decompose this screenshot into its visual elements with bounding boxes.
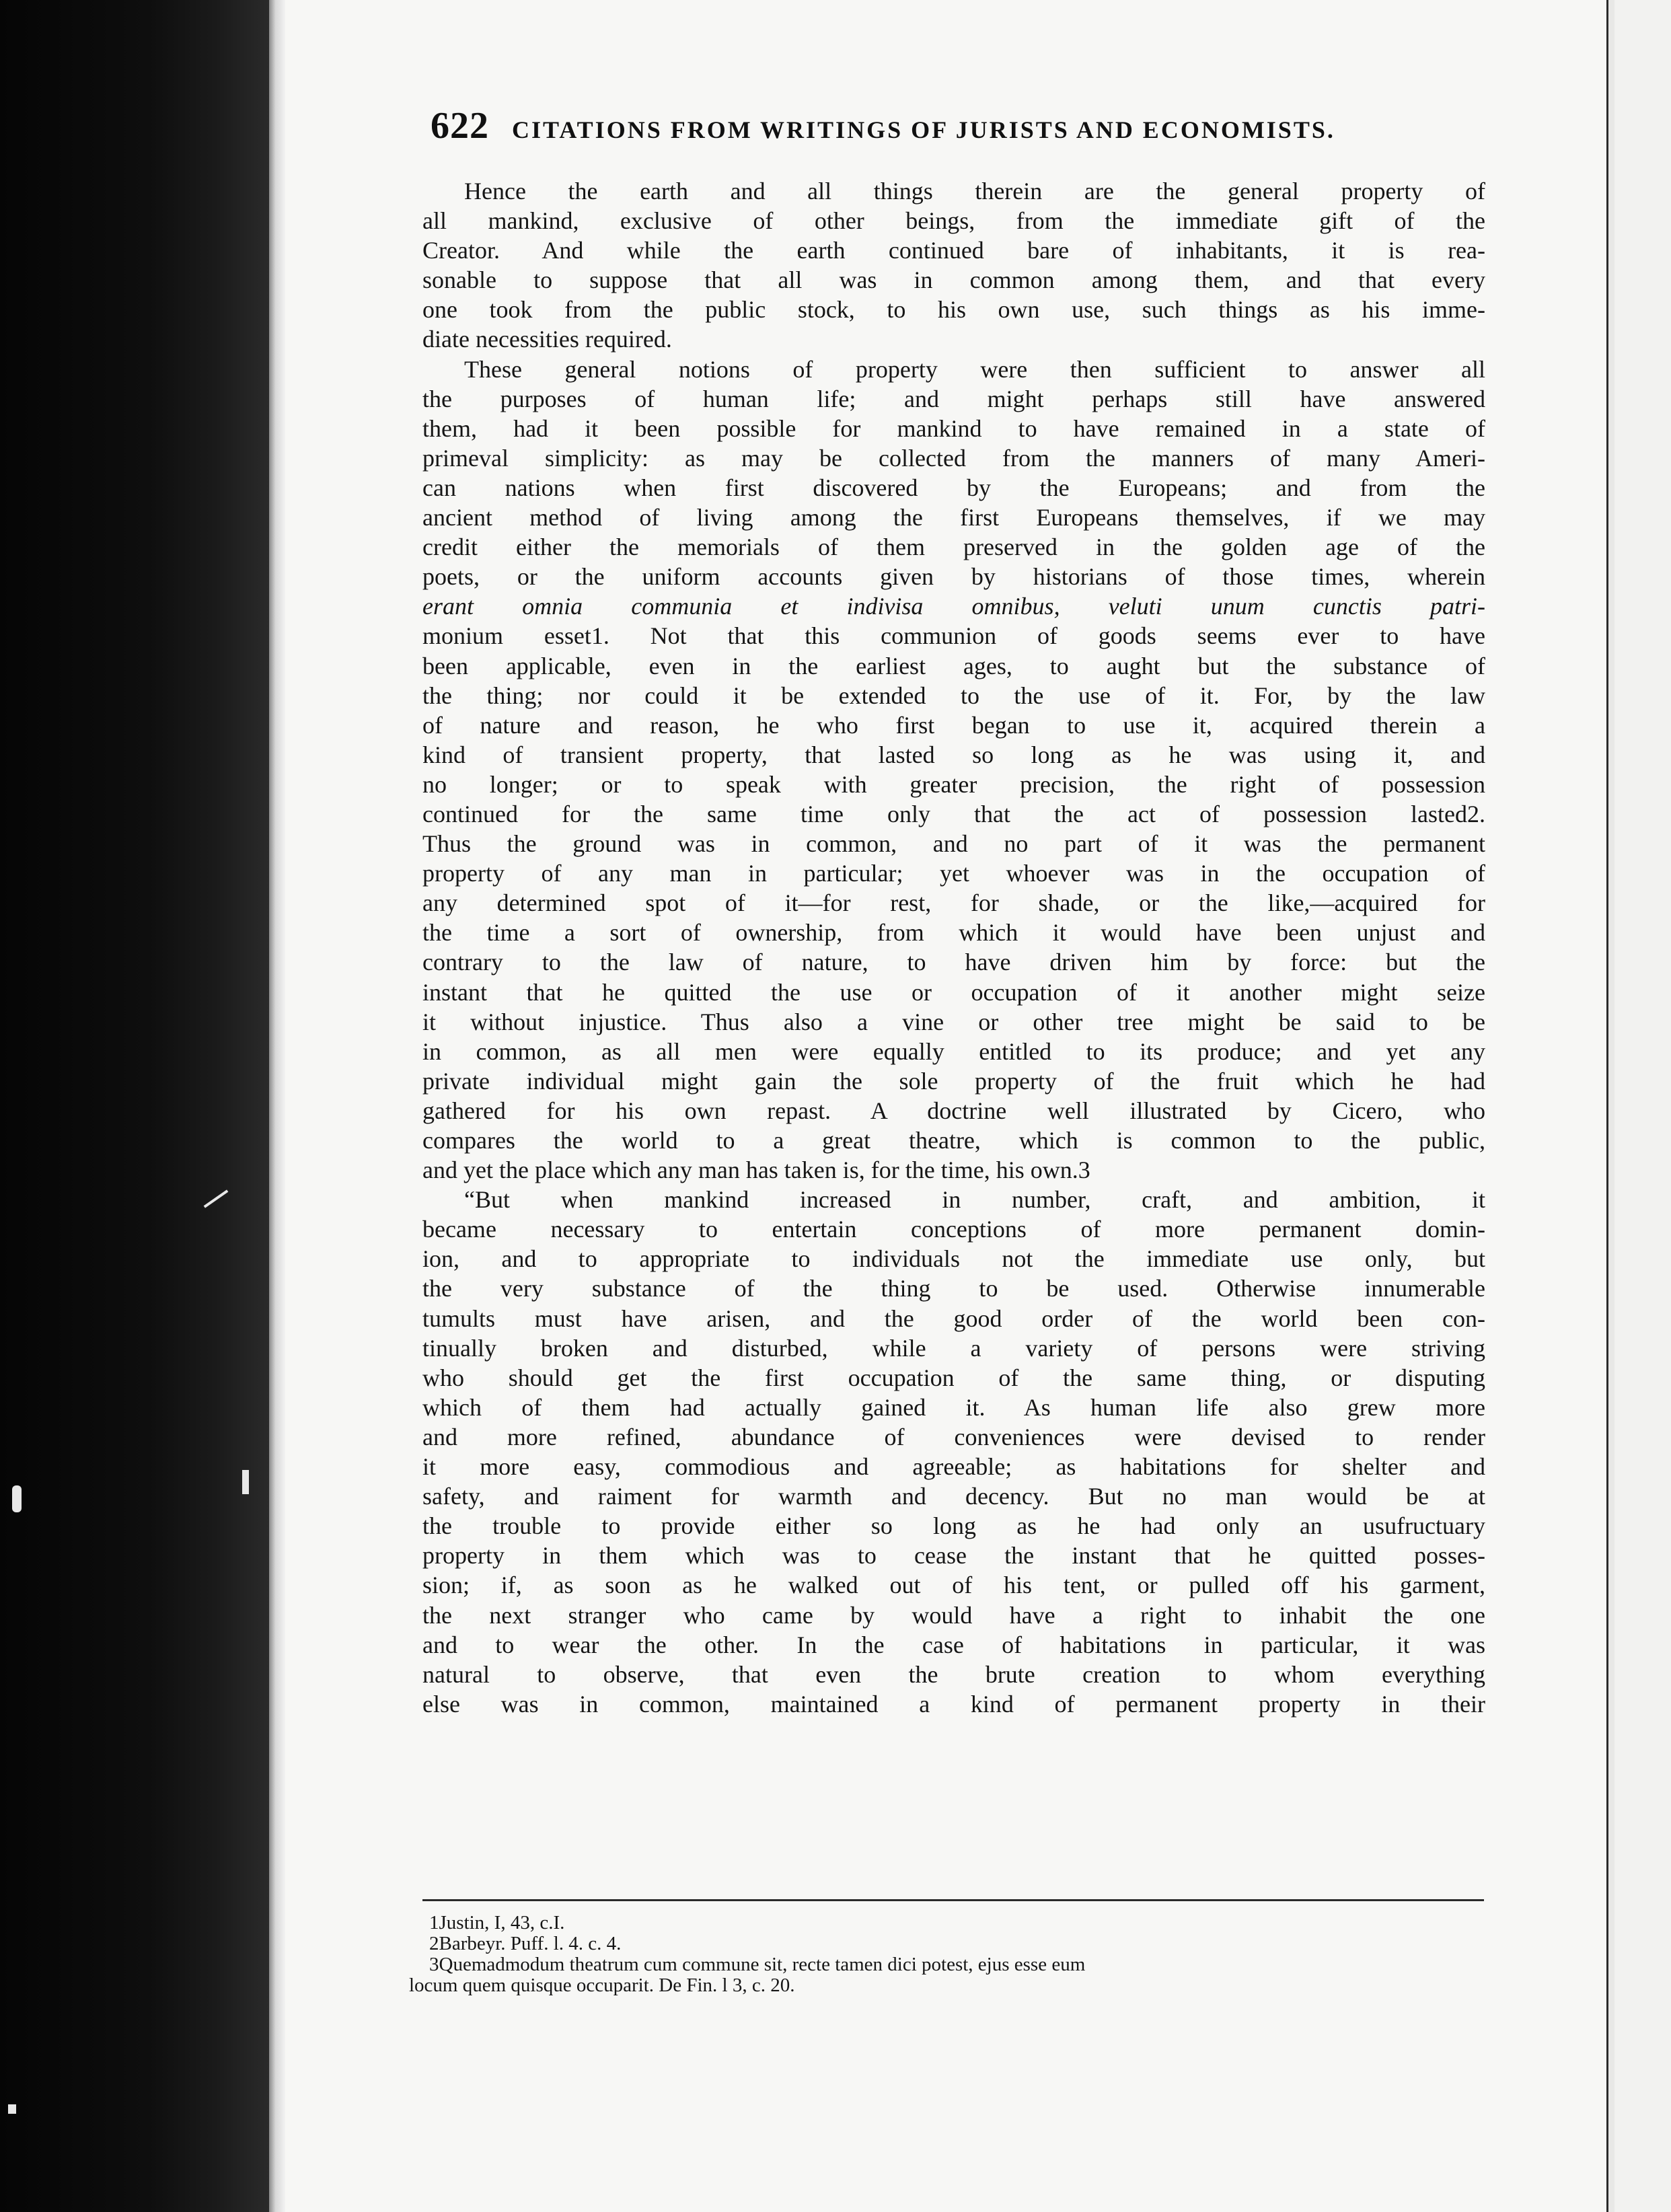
body-line: ion, and to appropriate to individuals not the immediate use only, but (422, 1245, 1485, 1273)
body-line: the purposes of human life; and might perhaps still have answered (422, 385, 1485, 412)
body-line: diate necessities required. (422, 326, 672, 353)
footnote: locum quem quisque occuparit. De Fin. l 3, c. 20. (409, 1975, 795, 1996)
body-line: tinually broken and disturbed, while a variety of persons were striving (422, 1334, 1485, 1362)
body-line: tumults must have arisen, and the good order of the world been con- (422, 1304, 1485, 1332)
body-line: instant that he quitted the use or occupation of it another might seize (422, 978, 1485, 1006)
body-line: the thing; nor could it be extended to the use of it. For, by the law (422, 681, 1485, 709)
body-line: became necessary to entertain conceptions of more permanent domin- (422, 1216, 1485, 1243)
footnote-rule (422, 1899, 1484, 1901)
next-page-margin (1614, 0, 1671, 2212)
body-line: the time a sort of ownership, from which it would have been unjust and (422, 919, 1485, 947)
page-binding-edge (269, 0, 285, 2212)
body-line: them, had it been possible for mankind to have remained in a state of (422, 414, 1485, 442)
body-line: and more refined, abundance of conveniences were devised to render (422, 1423, 1485, 1450)
body-line: who should get the first occupation of the same thing, or disputing (422, 1364, 1485, 1391)
scan-artifact (242, 1470, 249, 1494)
body-line: been applicable, even in the earliest ages, to aught but the substance of (422, 652, 1485, 679)
body-line: the trouble to provide either so long as he had only an usufructuary (422, 1512, 1485, 1540)
body-line: Creator. And while the earth continued bare of inhabitants, it is rea- (422, 237, 1485, 264)
body-line: sonable to suppose that all was in common among them, and that every (422, 266, 1485, 294)
body-line: gathered for his own repast. A doctrine well illustrated by Cicero, who (422, 1097, 1485, 1124)
body-line: else was in common, maintained a kind of permanent property in their (422, 1690, 1485, 1718)
body-line: monium esset1. Not that this communion of goods seems ever to have (422, 622, 1485, 650)
body-line: all mankind, exclusive of other beings, from the immediate gift of the (422, 207, 1485, 235)
body-line: erant omnia communia et indivisa omnibus, veluti unum cunctis patri- (422, 593, 1485, 620)
body-line: property of any man in particular; yet whoever was in the occupation of (422, 860, 1485, 887)
footnote: 1Justin, I, 43, c.I. (429, 1913, 565, 1933)
body-line: and to wear the other. In the case of habitations in particular, it was (422, 1631, 1485, 1658)
body-line: continued for the same time only that the act of possession lasted2. (422, 800, 1485, 827)
page-number: 622 (431, 105, 489, 147)
body-line: primeval simplicity: as may be collected from the manners of many Ameri- (422, 444, 1485, 472)
scan-dark-margin (0, 0, 269, 2212)
body-line: can nations when first discovered by the Europeans; and from the (422, 474, 1485, 501)
body-line: poets, or the uniform accounts given by historians of those times, wherein (422, 563, 1485, 591)
running-title: CITATIONS FROM WRITINGS OF JURISTS AND ECONOMISTS. (512, 116, 1335, 143)
footnote: 3Quemadmodum theatrum cum commune sit, recte tamen dici potest, ejus esse eum (429, 1954, 1086, 1975)
body-line: safety, and raiment for warmth and decency. But no man would be at (422, 1483, 1485, 1510)
body-line: the very substance of the thing to be used. Otherwise innumerable (422, 1275, 1485, 1302)
body-line: any determined spot of it—for rest, for shade, or the like,—acquired for (422, 889, 1485, 917)
body-line: compares the world to a great theatre, which is common to the public, (422, 1127, 1485, 1154)
body-line: sion; if, as soon as he walked out of his tent, or pulled off his garment, (422, 1572, 1485, 1599)
body-line: These general notions of property were then sufficient to answer all (464, 355, 1485, 383)
body-line: one took from the public stock, to his own use, such things as his imme- (422, 296, 1485, 324)
body-line: contrary to the law of nature, to have driven him by force: but the (422, 949, 1485, 976)
body-line: it more easy, commodious and agreeable; as habitations for shelter and (422, 1453, 1485, 1481)
body-line: the next stranger who came by would have a right to inhabit the one (422, 1601, 1485, 1629)
body-line: private individual might gain the sole property of the fruit which he had (422, 1067, 1485, 1095)
body-text (422, 176, 1485, 1719)
body-line: property in them which was to cease the instant that he quitted posses- (422, 1542, 1485, 1570)
body-line: Hence the earth and all things therein are the general property of (464, 178, 1485, 205)
scan-artifact (12, 1485, 22, 1512)
body-line: in common, as all men were equally entitled to its produce; and yet any (422, 1037, 1485, 1065)
body-line: which of them had actually gained it. As human life also grew more (422, 1393, 1485, 1421)
body-line: “But when mankind increased in number, craft, and ambition, it (464, 1186, 1485, 1214)
footnote: 2Barbeyr. Puff. l. 4. c. 4. (429, 1933, 622, 1954)
body-line: and yet the place which any man has taken is, for the time, his own.3 (422, 1156, 1090, 1184)
footnotes (409, 1913, 1485, 1996)
body-line: of nature and reason, he who first began to use it, acquired therein a (422, 711, 1485, 739)
running-header (431, 104, 1419, 158)
body-line: credit either the memorials of them preserved in the golden age of the (422, 533, 1485, 561)
body-line: ancient method of living among the first Europeans themselves, if we may (422, 504, 1485, 531)
body-line: it without injustice. Thus also a vine or other tree might be said to be (422, 1008, 1485, 1035)
body-line: kind of transient property, that lasted so long as he was using it, and (422, 741, 1485, 768)
body-line: no longer; or to speak with greater precision, the right of possession (422, 770, 1485, 798)
body-line: natural to observe, that even the brute creation to whom everything (422, 1660, 1485, 1688)
scan-artifact (8, 2104, 16, 2114)
scan-artifact (204, 1189, 229, 1208)
body-line: Thus the ground was in common, and no part of it was the permanent (422, 830, 1485, 858)
